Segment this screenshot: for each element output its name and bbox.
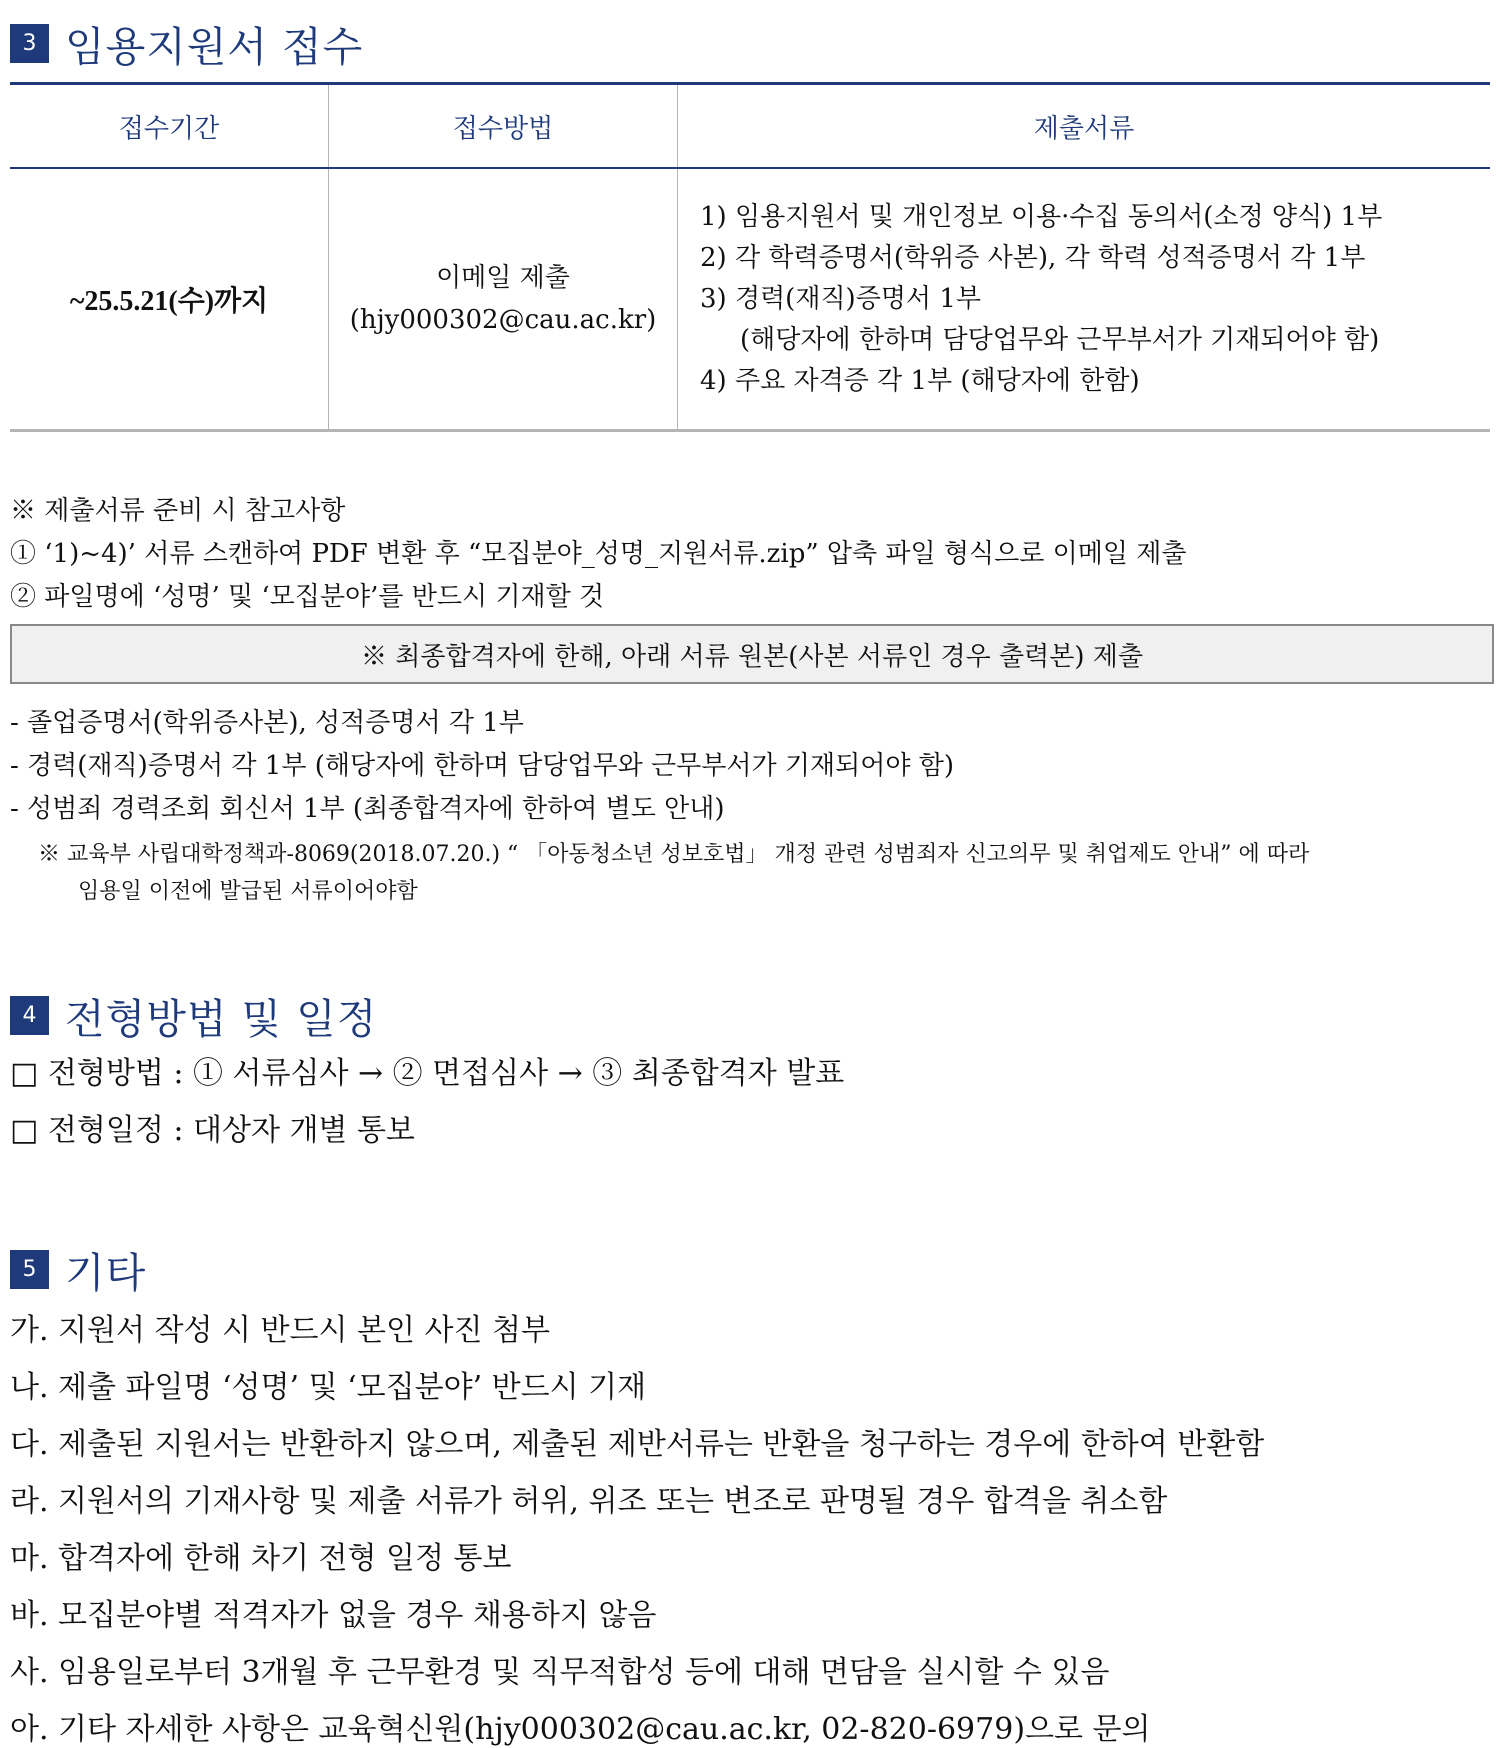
misc-item: 나. 제출 파일명 ‘성명’ 및 ‘모집분야’ 반드시 기재 — [10, 1370, 647, 1405]
application-period: ~25.5.21(수)까지 — [69, 286, 269, 317]
section-number-badge: 4 — [10, 996, 49, 1035]
method-text: 이메일 제출 — [436, 263, 570, 293]
note-item: ① ‘1)~4)’ 서류 스캔하여 PDF 변환 후 “모집분야_성명_지원서류.zip” 압축 파일 형식으로 이메일 제출 — [10, 539, 1187, 569]
final-notice-box — [10, 624, 1494, 684]
period-cell — [10, 168, 329, 431]
document-item: 1) 임용지원서 및 개인정보 이용·수집 동의서(소정 양식) 1부 — [700, 201, 1383, 232]
method-cell — [329, 168, 678, 431]
misc-item: 아. 기타 자세한 사항은 교육혁신원(hjy000302@cau.ac.kr, 02-820-6979)으로 문의 — [10, 1712, 1151, 1747]
document-item: 2) 각 학력증명서(학위증 사본), 각 학력 성적증명서 각 1부 — [700, 242, 1366, 273]
section-5-heading — [10, 1240, 146, 1299]
section-3-heading — [10, 14, 363, 73]
table-row — [10, 168, 1490, 431]
document-item: (해당자에 한하며 담당업무와 근무부서가 기재되어야 함) — [740, 324, 1380, 355]
notes-title: ※ 제출서류 준비 시 참고사항 — [10, 496, 346, 526]
method-email: (hjy000302@cau.ac.kr) — [349, 305, 657, 335]
misc-item: 사. 임용일로부터 3개월 후 근무환경 및 직무적합성 등에 대해 면담을 실시할 수 있음 — [10, 1655, 1110, 1690]
section-number-badge: 3 — [10, 24, 49, 63]
table-header: 접수기간 — [10, 84, 329, 169]
selection-method: □ 전형방법 : ① 서류심사 → ② 면접심사 → ③ 최종합격자 발표 — [10, 1056, 845, 1091]
selection-schedule: □ 전형일정 : 대상자 개별 통보 — [10, 1113, 415, 1148]
section-title: 임용지원서 접수 — [65, 23, 364, 71]
table-header-row — [10, 84, 1490, 169]
documents-cell — [678, 168, 1491, 431]
section-4-heading — [10, 986, 377, 1045]
footnote: ※ 교육부 사립대학정책과-8069(2018.07.20.) “ 「아동청소년 성보호법」 개정 관련 성범죄자 신고의무 및 취업제도 안내” 에 따라 — [38, 842, 1310, 867]
misc-item: 마. 합격자에 한해 차기 전형 일정 통보 — [10, 1541, 512, 1576]
note-item: ② 파일명에 ‘성명’ 및 ‘모집분야’를 반드시 기재할 것 — [10, 582, 605, 612]
final-doc-item: - 성범죄 경력조회 회신서 1부 (최종합격자에 한하여 별도 안내) — [10, 794, 725, 824]
final-notice-text: ※ 최종합격자에 한해, 아래 서류 원본(사본 서류인 경우 출력본) 제출 — [361, 641, 1143, 672]
section-title: 기타 — [65, 1249, 147, 1297]
section-number-badge: 5 — [10, 1250, 49, 1289]
application-table — [10, 82, 1490, 432]
misc-item: 가. 지원서 작성 시 반드시 본인 사진 첨부 — [10, 1313, 550, 1348]
section-title: 전형방법 및 일정 — [65, 995, 378, 1043]
table-header: 제출서류 — [678, 84, 1491, 169]
document-item: 3) 경력(재직)증명서 1부 — [700, 283, 981, 314]
document-item: 4) 주요 자격증 각 1부 (해당자에 한함) — [700, 365, 1140, 396]
misc-item: 바. 모집분야별 적격자가 없을 경우 채용하지 않음 — [10, 1598, 657, 1633]
final-doc-item: - 경력(재직)증명서 각 1부 (해당자에 한하며 담당업무와 근무부서가 기재되어야 함) — [10, 751, 954, 781]
misc-item: 다. 제출된 지원서는 반환하지 않으며, 제출된 제반서류는 반환을 청구하는 경우에 한하여 반환함 — [10, 1427, 1265, 1462]
table-header: 접수방법 — [329, 84, 678, 169]
misc-item: 라. 지원서의 기재사항 및 제출 서류가 허위, 위조 또는 변조로 판명될 경우 합격을 취소함 — [10, 1484, 1168, 1519]
final-doc-item: - 졸업증명서(학위증사본), 성적증명서 각 1부 — [10, 708, 524, 738]
footnote-continued: 임용일 이전에 발급된 서류이어야함 — [78, 879, 418, 904]
